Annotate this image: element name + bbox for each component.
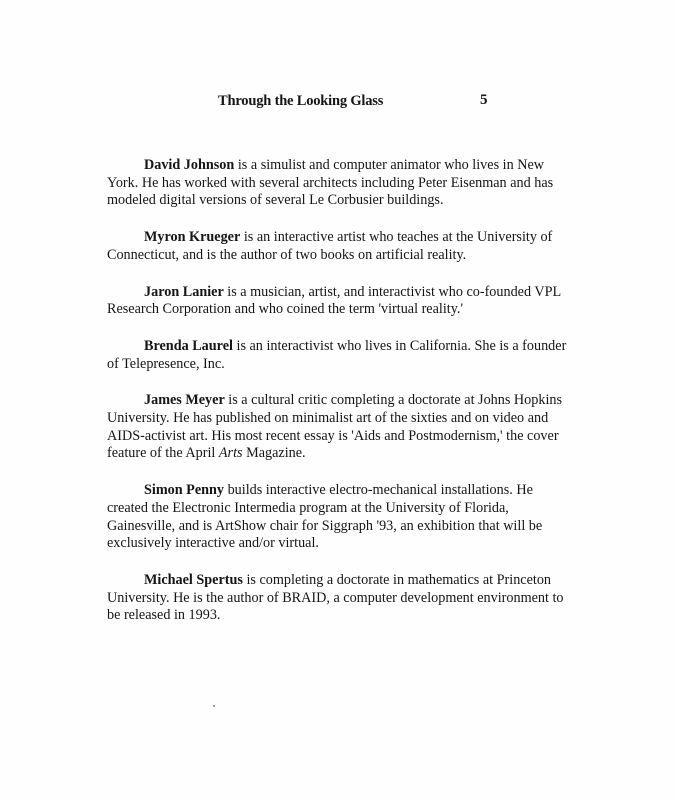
bio-brenda-laurel [107,338,567,373]
bio-name: Michael Spertus [144,571,243,588]
bio-jaron-lanier [107,284,567,319]
bio-name: James Meyer [144,392,225,409]
bio-simon-penny [107,482,567,553]
scan-speck [213,705,215,707]
contributor-bios [107,157,567,644]
bio-text: is an interactivist who lives in California. She is a founder of Telepresence, Inc. [107,337,567,372]
bio-text: is completing a doctorate in mathematics at Princeton University. He is the author of BRAID, a computer development environment to be released in 1993. [107,571,564,624]
bio-text: is a musician, artist, and interactivist who co-founded VPL Research Corporation and who coined the term 'virtual reality.' [107,283,561,318]
bio-name: Simon Penny [144,482,225,499]
bio-text: is an interactive artist who teaches at the University of Connecticut, and is the author of two books on artificial reality. [107,229,553,263]
running-header-title: Through the Looking Glass [218,93,384,109]
bio-david-johnson [107,157,567,210]
bio-text: builds interactive electro-mechanical installations. He created the Electronic Intermedia program at the University of Florida, Gainesville, and is ArtShow chair for Siggraph '93, an exhibition that will be exclusively interactive and/or virtual. [107,482,543,552]
bio-name: David Johnson [144,157,235,173]
bio-text: is a cultural critic completing a doctorate at Johns Hopkins University. He has published on minimalist art of the sixties and on video and AIDS-activist art. His most recent essay is 'Aids and Postmodernism,' the cover feature of the April [107,392,563,462]
bio-text-end: Magazine. [242,445,306,462]
page-number: 5 [480,92,488,108]
bio-name: Brenda Laurel [144,337,233,354]
bio-name: Jaron Lanier [144,283,224,300]
bio-myron-krueger [107,229,567,264]
bio-text: is a simulist and computer animator who lives in New York. He has worked with several architects including Peter Eisenman and has modeled digital versions of several Le Corbusier buildings. [107,157,554,209]
bio-name: Myron Krueger [144,229,241,246]
magazine-title: Arts [218,445,243,462]
bio-james-meyer [107,392,567,463]
bio-michael-spertus [107,572,567,625]
